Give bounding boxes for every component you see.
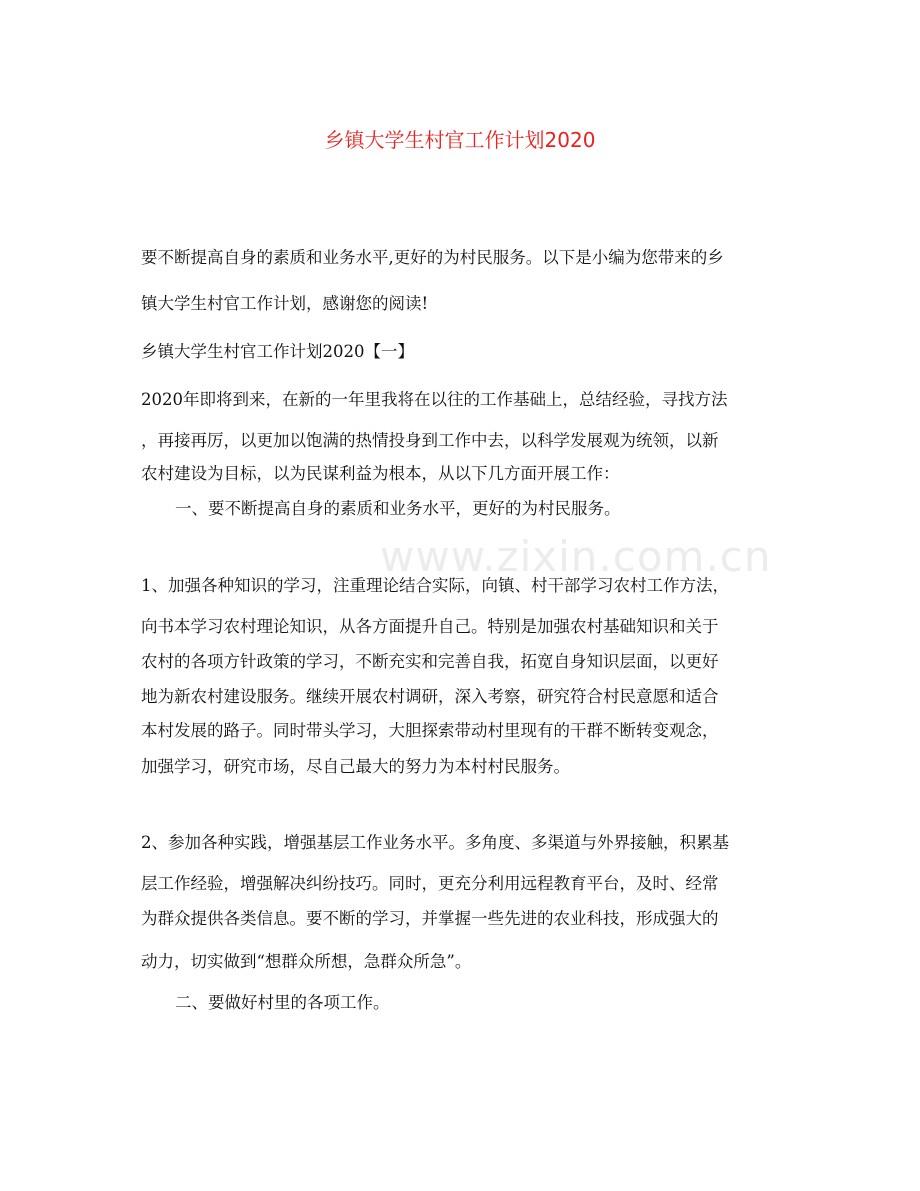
paragraph-line: 镇大学生村官工作计划，感谢您的阅读! xyxy=(141,294,429,313)
paragraph-line: 2、参加各种实践，增强基层工作业务水平。多角度、多渠道与外界接触，积累基 xyxy=(141,833,729,852)
paragraph-line: 为群众提供各类信息。要不断的学习，并掌握一些先进的农业科技，形成强大的 xyxy=(141,909,719,928)
paragraph-line: 动力，切实做到“想群众所想，急群众所急”。 xyxy=(141,952,472,971)
paragraph-line: 加强学习，研究市场，尽自己最大的努力为本村村民服务。 xyxy=(141,757,570,776)
paragraph-line: 向书本学习农村理论知识，从各方面提升自己。特别是加强农村基础知识和关于 xyxy=(141,617,719,636)
watermark: www.zixin.com.cn xyxy=(380,532,772,581)
section-heading: 乡镇大学生村官工作计划2020【一】 xyxy=(141,342,414,361)
paragraph-line: 农村建设为目标，以为民谋利益为根本，从以下几方面开展工作： xyxy=(141,464,620,483)
subheading: 二、要做好村里的各项工作。 xyxy=(175,993,390,1012)
paragraph-line: 2020年即将到来，在新的一年里我将在以往的工作基础上，总结经验，寻找方法 xyxy=(141,390,728,409)
subheading: 一、要不断提高自身的素质和业务水平，更好的为村民服务。 xyxy=(175,499,621,518)
paragraph-line: ，再接再厉，以更加以饱满的热情投身到工作中去，以科学发展观为统领，以新 xyxy=(141,431,719,450)
paragraph-line: 层工作经验，增强解决纠纷技巧。同时，更充分利用远程教育平台，及时、经常 xyxy=(141,874,719,893)
paragraph-line: 1、加强各种知识的学习，注重理论结合实际，向镇、村干部学习农村工作方法， xyxy=(141,576,729,595)
paragraph-line: 要不断提高自身的素质和业务水平,更好的为村民服务。以下是小编为您带来的乡 xyxy=(141,248,724,267)
paragraph-line: 地为新农村建设服务。继续开展农村调研，深入考察，研究符合村民意愿和适合 xyxy=(141,687,719,706)
document-title: 乡镇大学生村官工作计划2020 xyxy=(324,128,596,152)
paragraph-line: 农村的各项方针政策的学习，不断充实和完善自我，拓宽自身知识层面，以更好 xyxy=(141,652,719,671)
paragraph-line: 本村发展的路子。同时带头学习，大胆探索带动村里现有的干群不断转变观念， xyxy=(141,721,719,740)
